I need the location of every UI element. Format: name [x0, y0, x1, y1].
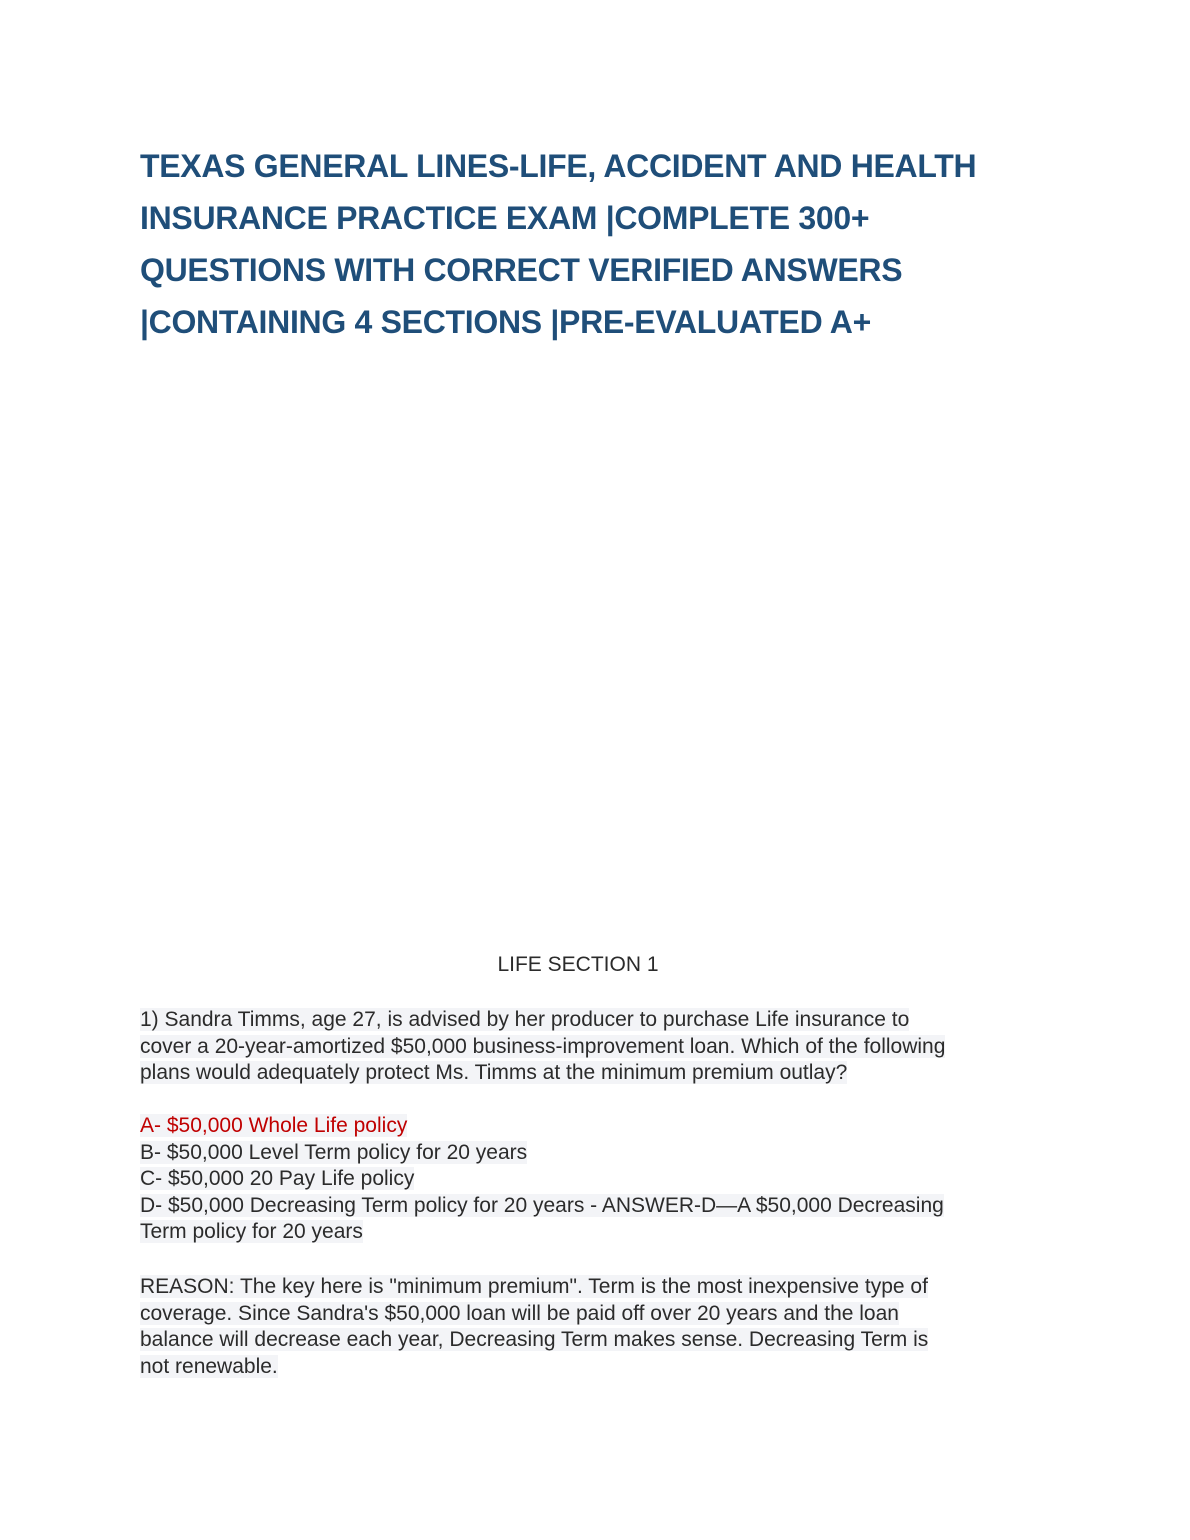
reason-line: REASON: The key here is "minimum premium". Term is the most inexpensive type of [140, 1275, 928, 1298]
reason-paragraph [140, 1274, 1050, 1380]
option-c: C- $50,000 20 Pay Life policy [140, 1167, 415, 1190]
option-d: D- $50,000 Decreasing Term policy for 20 years - ANSWER-D—A $50,000 Decreasing [140, 1193, 944, 1217]
reason-line: not renewable. [140, 1354, 278, 1378]
reason-line: balance will decrease each year, Decreasing Term makes sense. Decreasing Term is [140, 1328, 929, 1351]
title-line: TEXAS GENERAL LINES-LIFE, ACCIDENT AND HEALTH [140, 148, 977, 184]
title-line: INSURANCE PRACTICE EXAM |COMPLETE 300+ [140, 200, 870, 236]
option-d-continued: Term policy for 20 years [140, 1220, 363, 1243]
section-heading: LIFE SECTION 1 [497, 953, 659, 976]
question-text [140, 1007, 1050, 1087]
question-line: plans would adequately protect Ms. Timms at the minimum premium outlay? [140, 1061, 848, 1084]
option-a: A- $50,000 Whole Life policy [140, 1114, 408, 1137]
title-line: QUESTIONS WITH CORRECT VERIFIED ANSWERS [140, 252, 903, 288]
option-b: B- $50,000 Level Term policy for 20 years [140, 1140, 528, 1164]
document-title [140, 140, 1040, 348]
question-line: cover a 20-year-amortized $50,000 business-improvement loan. Which of the following [140, 1034, 946, 1058]
answer-options [140, 1113, 1050, 1246]
question-line: 1) Sandra Timms, age 27, is advised by her producer to purchase Life insurance to [140, 1008, 910, 1031]
reason-line: coverage. Since Sandra's $50,000 loan will be paid off over 20 years and the loan [140, 1301, 899, 1325]
title-line: |CONTAINING 4 SECTIONS |PRE-EVALUATED A+ [140, 304, 872, 340]
